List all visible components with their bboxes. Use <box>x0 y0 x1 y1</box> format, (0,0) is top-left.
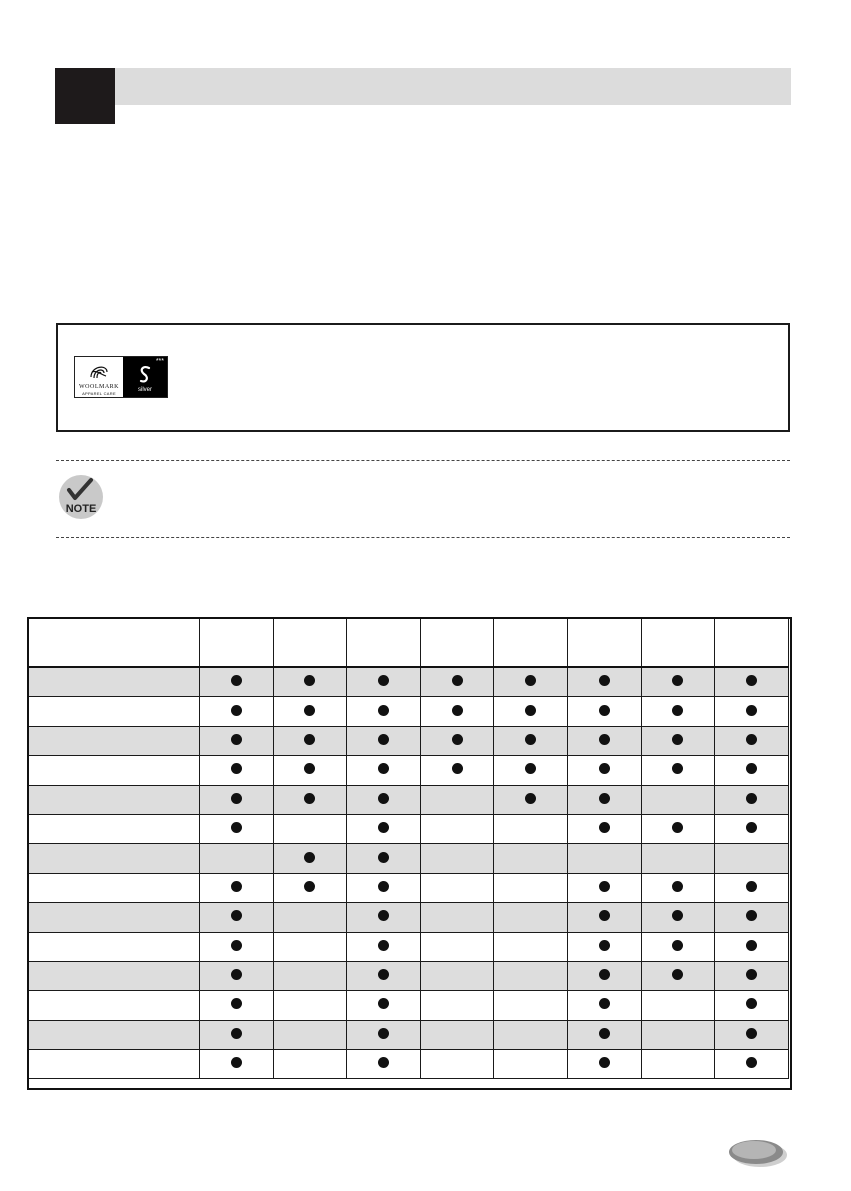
mark-dot <box>746 1057 757 1068</box>
table-cell <box>715 1050 789 1079</box>
page-number-oval <box>728 1137 788 1169</box>
header-cell <box>567 618 641 668</box>
mark-dot <box>378 705 389 716</box>
mark-dot <box>599 969 610 980</box>
table-cell <box>641 932 715 961</box>
mark-dot <box>746 705 757 716</box>
table-cell <box>494 697 568 726</box>
row-label-cell <box>28 697 200 726</box>
table-cell <box>273 1020 347 1049</box>
table-cell <box>641 991 715 1020</box>
table-cell <box>420 726 494 755</box>
mark-dot <box>746 969 757 980</box>
mark-dot <box>378 969 389 980</box>
header-cell <box>347 618 421 668</box>
mark-dot <box>231 675 242 686</box>
table-row <box>28 726 789 755</box>
table-cell <box>567 726 641 755</box>
table-cell <box>715 991 789 1020</box>
row-label-cell <box>28 873 200 902</box>
header-cell <box>420 618 494 668</box>
table-row <box>28 697 789 726</box>
divider-bottom <box>56 537 790 538</box>
table-row <box>28 1020 789 1049</box>
table-cell <box>200 903 274 932</box>
table-cell <box>273 1050 347 1079</box>
table-cell <box>420 961 494 990</box>
mark-dot <box>599 881 610 892</box>
mark-dot <box>599 822 610 833</box>
table-cell <box>347 1020 421 1049</box>
section-marker <box>55 68 115 124</box>
silver-s-icon <box>137 365 153 385</box>
mark-dot <box>231 940 242 951</box>
table-cell <box>347 873 421 902</box>
table-cell <box>715 814 789 843</box>
mark-dot <box>525 793 536 804</box>
mark-dot <box>672 910 683 921</box>
mark-dot <box>378 675 389 686</box>
mark-dot <box>672 675 683 686</box>
table-cell <box>420 697 494 726</box>
header-cell <box>494 618 568 668</box>
table-cell <box>273 756 347 785</box>
table-cell <box>200 726 274 755</box>
woolmark-logo-icon <box>75 357 123 397</box>
row-label-cell <box>28 991 200 1020</box>
table-cell <box>641 756 715 785</box>
mark-dot <box>672 734 683 745</box>
mark-dot <box>452 763 463 774</box>
table-row <box>28 932 789 961</box>
table-cell <box>567 814 641 843</box>
mark-dot <box>378 1057 389 1068</box>
note-check-icon <box>58 474 104 520</box>
table-cell <box>420 991 494 1020</box>
table-cell <box>715 903 789 932</box>
mark-dot <box>599 998 610 1009</box>
table-cell <box>715 873 789 902</box>
table-cell <box>715 697 789 726</box>
table-cell <box>567 697 641 726</box>
mark-dot <box>231 910 242 921</box>
table-cell <box>567 873 641 902</box>
table-cell <box>273 873 347 902</box>
mark-dot <box>378 1028 389 1039</box>
table-cell <box>567 961 641 990</box>
divider-top <box>56 460 790 461</box>
table-cell <box>420 667 494 697</box>
row-label-cell <box>28 844 200 873</box>
mark-dot <box>599 705 610 716</box>
table-cell <box>715 785 789 814</box>
mark-dot <box>746 793 757 804</box>
table-row <box>28 844 789 873</box>
table-cell <box>494 1020 568 1049</box>
grade-stars: *** <box>155 358 164 365</box>
table-cell <box>715 1020 789 1049</box>
table-cell <box>200 932 274 961</box>
mark-dot <box>304 881 315 892</box>
mark-dot <box>231 881 242 892</box>
table-row <box>28 873 789 902</box>
mark-dot <box>378 763 389 774</box>
table-cell <box>347 932 421 961</box>
mark-dot <box>452 734 463 745</box>
table-cell <box>273 785 347 814</box>
mark-dot <box>378 793 389 804</box>
mark-dot <box>672 940 683 951</box>
mark-dot <box>231 705 242 716</box>
mark-dot <box>746 940 757 951</box>
mark-dot <box>599 1028 610 1039</box>
table-cell <box>715 932 789 961</box>
table-cell <box>494 726 568 755</box>
table-cell <box>567 667 641 697</box>
mark-dot <box>231 822 242 833</box>
row-label-cell <box>28 961 200 990</box>
mark-dot <box>304 705 315 716</box>
table-cell <box>200 961 274 990</box>
mark-dot <box>304 763 315 774</box>
mark-dot <box>672 969 683 980</box>
mark-dot <box>672 881 683 892</box>
table-cell <box>715 844 789 873</box>
table-cell <box>641 697 715 726</box>
note-label: NOTE <box>65 503 97 515</box>
row-label-cell <box>28 1020 200 1049</box>
table-row <box>28 667 789 697</box>
woolmark-badge <box>74 356 168 398</box>
mark-dot <box>304 734 315 745</box>
table-cell <box>641 785 715 814</box>
woolmark-box <box>56 323 790 432</box>
table-cell <box>347 844 421 873</box>
table-cell <box>200 697 274 726</box>
mark-dot <box>599 940 610 951</box>
row-label-cell <box>28 932 200 961</box>
mark-dot <box>599 793 610 804</box>
table-cell <box>494 1050 568 1079</box>
mark-dot <box>746 998 757 1009</box>
table-cell <box>641 726 715 755</box>
row-label-cell <box>28 667 200 697</box>
mark-dot <box>378 734 389 745</box>
table-row <box>28 1050 789 1079</box>
mark-dot <box>599 675 610 686</box>
mark-dot <box>231 793 242 804</box>
mark-dot <box>378 940 389 951</box>
table-cell <box>494 756 568 785</box>
row-label-cell <box>28 903 200 932</box>
table-cell <box>347 814 421 843</box>
table-cell <box>567 844 641 873</box>
table-cell <box>567 932 641 961</box>
table-cell <box>200 844 274 873</box>
table-cell <box>200 991 274 1020</box>
table-cell <box>273 844 347 873</box>
mark-dot <box>672 822 683 833</box>
mark-dot <box>231 998 242 1009</box>
table-cell <box>494 903 568 932</box>
table-cell <box>273 961 347 990</box>
table-row <box>28 756 789 785</box>
table-cell <box>420 932 494 961</box>
header-cell <box>641 618 715 668</box>
mark-dot <box>304 793 315 804</box>
mark-dot <box>599 1057 610 1068</box>
table-cell <box>420 814 494 843</box>
table-cell <box>420 873 494 902</box>
table-header-row <box>28 618 789 668</box>
mark-dot <box>378 998 389 1009</box>
mark-dot <box>231 969 242 980</box>
table-cell <box>567 785 641 814</box>
table-cell <box>641 667 715 697</box>
table-cell <box>200 756 274 785</box>
table-cell <box>420 1020 494 1049</box>
table-cell <box>347 991 421 1020</box>
mark-dot <box>378 852 389 863</box>
header-cell <box>715 618 789 668</box>
silver-grade-panel <box>123 357 167 397</box>
table-cell <box>273 991 347 1020</box>
mark-dot <box>231 734 242 745</box>
table-row <box>28 785 789 814</box>
mark-dot <box>525 675 536 686</box>
table-cell <box>715 961 789 990</box>
mark-dot <box>452 705 463 716</box>
mark-dot <box>746 1028 757 1039</box>
table-cell <box>273 726 347 755</box>
table-cell <box>641 844 715 873</box>
table-cell <box>347 903 421 932</box>
header-cell-label <box>28 618 200 668</box>
row-label-cell <box>28 726 200 755</box>
table-cell <box>494 961 568 990</box>
row-label-cell <box>28 785 200 814</box>
table-cell <box>567 991 641 1020</box>
table-cell <box>641 1020 715 1049</box>
mark-dot <box>672 705 683 716</box>
table-cell <box>641 1050 715 1079</box>
table-cell <box>715 756 789 785</box>
table-cell <box>494 667 568 697</box>
mark-dot <box>599 910 610 921</box>
header-cell <box>200 618 274 668</box>
mark-dot <box>378 881 389 892</box>
table-cell <box>567 1050 641 1079</box>
table-cell <box>347 667 421 697</box>
table-cell <box>347 785 421 814</box>
mark-dot <box>599 734 610 745</box>
grade-label: silver <box>137 387 152 393</box>
section-title-bar <box>115 68 791 105</box>
table-cell <box>567 756 641 785</box>
table-cell <box>641 961 715 990</box>
mark-dot <box>746 763 757 774</box>
mark-dot <box>525 705 536 716</box>
mark-dot <box>378 910 389 921</box>
table-cell <box>567 903 641 932</box>
mark-dot <box>304 675 315 686</box>
table-cell <box>273 903 347 932</box>
table-cell <box>200 814 274 843</box>
table-cell <box>641 903 715 932</box>
table-cell <box>273 667 347 697</box>
table-cell <box>347 756 421 785</box>
table-cell <box>200 785 274 814</box>
table-cell <box>273 697 347 726</box>
table-cell <box>494 991 568 1020</box>
table-cell <box>641 814 715 843</box>
mark-dot <box>746 822 757 833</box>
table-cell <box>715 667 789 697</box>
table-cell <box>200 873 274 902</box>
mark-dot <box>599 763 610 774</box>
woolmark-subtitle: APPAREL CARE <box>82 391 116 396</box>
table-cell <box>420 756 494 785</box>
row-label-cell <box>28 756 200 785</box>
table-cell <box>347 726 421 755</box>
mark-dot <box>231 1028 242 1039</box>
table-cell <box>347 961 421 990</box>
table-cell <box>347 1050 421 1079</box>
table-cell <box>200 1050 274 1079</box>
table-cell <box>420 903 494 932</box>
table-cell <box>567 1020 641 1049</box>
table-cell <box>420 844 494 873</box>
table-row <box>28 814 789 843</box>
table-cell <box>494 814 568 843</box>
mark-dot <box>525 734 536 745</box>
woolmark-brand: WOOLMARK <box>79 384 119 390</box>
mark-dot <box>746 734 757 745</box>
mark-dot <box>304 852 315 863</box>
table-cell <box>200 1020 274 1049</box>
mark-dot <box>378 822 389 833</box>
row-label-cell <box>28 1050 200 1079</box>
mark-dot <box>746 910 757 921</box>
program-table <box>27 617 789 1079</box>
mark-dot <box>525 763 536 774</box>
table-cell <box>494 873 568 902</box>
table-row <box>28 991 789 1020</box>
mark-dot <box>746 675 757 686</box>
mark-dot <box>452 675 463 686</box>
mark-dot <box>231 763 242 774</box>
table-cell <box>641 873 715 902</box>
table-cell <box>494 785 568 814</box>
table-cell <box>273 932 347 961</box>
mark-dot <box>231 1057 242 1068</box>
header-cell <box>273 618 347 668</box>
table-cell <box>200 667 274 697</box>
mark-dot <box>672 763 683 774</box>
table-cell <box>494 932 568 961</box>
table-cell <box>420 785 494 814</box>
table-row <box>28 903 789 932</box>
table-cell <box>494 844 568 873</box>
row-label-cell <box>28 814 200 843</box>
table-cell <box>347 697 421 726</box>
table-row <box>28 961 789 990</box>
table-cell <box>715 726 789 755</box>
table-cell <box>273 814 347 843</box>
table-cell <box>420 1050 494 1079</box>
mark-dot <box>746 881 757 892</box>
